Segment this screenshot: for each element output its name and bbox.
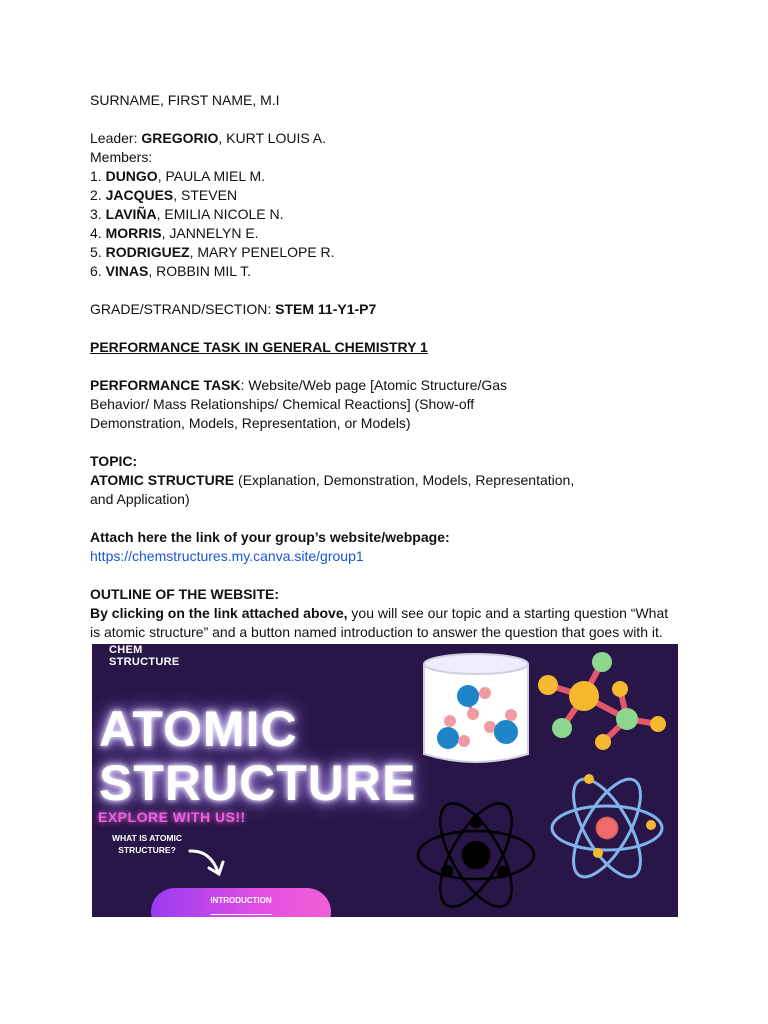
introduction-button-label: INTRODUCTION [210,896,272,905]
member-surname: JACQUES [105,187,174,203]
molecule-icon [538,652,666,750]
member-name: , JANNELYN E. [161,225,259,241]
introduction-button[interactable] [151,888,331,917]
leader-name: , KURT LOUIS A. [218,130,327,146]
member-item [90,205,690,224]
topic-text: (Explanation, Demonstration, Models, Representation, and Application) [90,472,575,507]
member-number: 5. [90,244,102,260]
website-tagline: EXPLORE WITH US!! [98,809,246,825]
member-number: 2. [90,187,102,203]
name-field: SURNAME, FIRST NAME, M.I [90,92,280,108]
section-value: STEM 11-Y1-P7 [275,301,377,317]
website-title-line2: STRUCTURE [99,755,417,811]
member-surname: MORRIS [105,225,162,241]
website-title [99,702,416,810]
section-line [90,300,690,319]
beaker-icon [424,654,528,762]
member-surname: DUNGO [105,168,158,184]
member-name: , MARY PENELOPE R. [189,244,335,260]
section-label: GRADE/STRAND/SECTION: [90,301,272,317]
member-item [90,224,690,243]
member-name: , STEVEN [173,187,238,203]
member-name: , ROBBIN MIL T. [148,263,252,279]
task-heading: PERFORMANCE TASK IN GENERAL CHEMISTRY 1 [90,339,428,355]
member-name: , PAULA MIEL M. [157,168,266,184]
website-title-line1: ATOMIC [99,701,298,757]
leader-label: Leader: [90,130,138,146]
outline-text: you will see our topic and a starting question “What is atomic structure” and a button named introduction to answer the question that goes with it. [90,605,669,640]
member-number: 6. [90,263,102,279]
task-text: : Website/Web page [Atomic Structure/Gas Behavior/ Mass Relationships/ Chemical Reactions] (Show-off Demonstration, Models, Representation, or Models) [90,377,508,431]
member-item [90,243,690,262]
topic-label: TOPIC: [90,453,138,469]
blue-atom-icon [552,769,662,886]
curved-arrow-icon [190,851,223,874]
member-surname: LAVIÑA [105,206,157,222]
task-label: PERFORMANCE TASK [90,377,241,393]
leader-line [90,129,690,148]
member-item [90,167,690,186]
member-surname: RODRIGUEZ [105,244,190,260]
topic-name: ATOMIC STRUCTURE [90,472,235,488]
member-item [90,262,690,281]
member-number: 3. [90,206,102,222]
member-number: 4. [90,225,102,241]
member-surname: VINAS [105,263,149,279]
outline-lead: By clicking on the link attached above, [90,605,348,621]
website-brand: CHEM STRUCTURE [109,644,180,668]
members-list [90,167,690,281]
member-number: 1. [90,168,102,184]
member-name: , EMILIA NICOLE N. [156,206,284,222]
leader-surname: GREGORIO [141,130,219,146]
task-paragraph [90,376,570,433]
topic-paragraph [90,471,575,509]
outline-paragraph [90,604,680,642]
website-screenshot [92,644,678,917]
website-question: WHAT IS ATOMIC STRUCTURE? [111,833,183,855]
members-label: Members: [90,149,153,165]
document-body [90,91,690,642]
member-item [90,186,690,205]
attach-label: Attach here the link of your group’s website/webpage: [90,529,450,545]
black-atom-icon [418,793,534,917]
outline-label: OUTLINE OF THE WEBSITE: [90,586,279,602]
website-link[interactable]: https://chemstructures.my.canva.site/group1 [90,548,364,564]
